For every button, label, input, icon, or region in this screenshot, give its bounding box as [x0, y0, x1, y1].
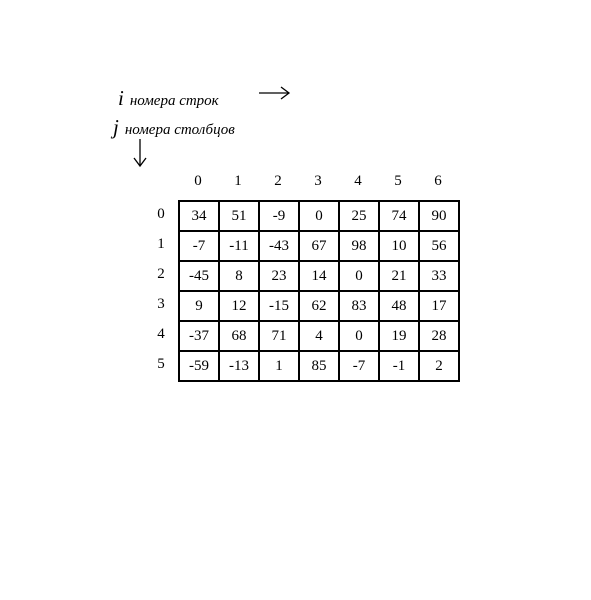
- matrix-cell: 17: [419, 291, 459, 321]
- matrix-cell: 4: [299, 321, 339, 351]
- matrix-cell: 71: [259, 321, 299, 351]
- matrix-cell: -7: [179, 231, 219, 261]
- matrix-cell: 23: [259, 261, 299, 291]
- matrix-cell: 14: [299, 261, 339, 291]
- column-header: 4: [354, 173, 362, 189]
- matrix-cell: -1: [379, 351, 419, 381]
- matrix-cell: -43: [259, 231, 299, 261]
- matrix-cell: -13: [219, 351, 259, 381]
- matrix-cell: 74: [379, 201, 419, 231]
- matrix-cell: -11: [219, 231, 259, 261]
- matrix-cell: 51: [219, 201, 259, 231]
- matrix-table: [178, 200, 460, 382]
- matrix-cell: 62: [299, 291, 339, 321]
- i-symbol: i: [118, 86, 124, 110]
- matrix-cell: 21: [379, 261, 419, 291]
- matrix-cell: 8: [219, 261, 259, 291]
- i-label: номера строк: [129, 93, 219, 109]
- matrix-cell: 2: [419, 351, 459, 381]
- matrix-cell: 83: [339, 291, 379, 321]
- matrix-cell: 0: [299, 201, 339, 231]
- column-header: 0: [194, 173, 202, 189]
- j-label: номера столбцов: [124, 122, 235, 138]
- matrix-cell: -59: [179, 351, 219, 381]
- arrow-right-icon: [258, 85, 292, 101]
- column-header: 5: [394, 173, 402, 189]
- row-header: 2: [157, 266, 165, 282]
- column-header: 3: [314, 173, 322, 189]
- matrix-cell: 67: [299, 231, 339, 261]
- matrix-cell: 0: [339, 321, 379, 351]
- matrix-cell: 48: [379, 291, 419, 321]
- row-header: 5: [157, 356, 165, 372]
- matrix-cell: 1: [259, 351, 299, 381]
- matrix-cell: 28: [419, 321, 459, 351]
- matrix-row: [179, 201, 459, 231]
- row-header: 1: [157, 236, 165, 252]
- column-header: 1: [234, 173, 242, 189]
- matrix-row: [179, 321, 459, 351]
- matrix-row: [179, 291, 459, 321]
- legend-j: [113, 115, 235, 140]
- column-header: 6: [434, 173, 442, 189]
- matrix-cell: 19: [379, 321, 419, 351]
- matrix-cell: 0: [339, 261, 379, 291]
- matrix-cell: 34: [179, 201, 219, 231]
- matrix-row: [179, 261, 459, 291]
- matrix-cell: 12: [219, 291, 259, 321]
- matrix-cell: -37: [179, 321, 219, 351]
- row-header: 3: [157, 296, 165, 312]
- matrix-row: [179, 351, 459, 381]
- matrix-cell: 68: [219, 321, 259, 351]
- matrix-cell: 9: [179, 291, 219, 321]
- legend-i: [118, 86, 219, 111]
- matrix-cell: -7: [339, 351, 379, 381]
- arrow-down-icon: [131, 138, 149, 168]
- matrix-cell: 10: [379, 231, 419, 261]
- matrix-cell: -15: [259, 291, 299, 321]
- row-header: 0: [157, 206, 165, 222]
- column-header: 2: [274, 173, 282, 189]
- j-symbol: j: [113, 115, 119, 139]
- matrix-cell: 25: [339, 201, 379, 231]
- row-header: 4: [157, 326, 165, 342]
- matrix-cell: -9: [259, 201, 299, 231]
- matrix-cell: 56: [419, 231, 459, 261]
- matrix-cell: 98: [339, 231, 379, 261]
- matrix-row: [179, 231, 459, 261]
- matrix-cell: 90: [419, 201, 459, 231]
- matrix-cell: 85: [299, 351, 339, 381]
- matrix-cell: 33: [419, 261, 459, 291]
- matrix-cell: -45: [179, 261, 219, 291]
